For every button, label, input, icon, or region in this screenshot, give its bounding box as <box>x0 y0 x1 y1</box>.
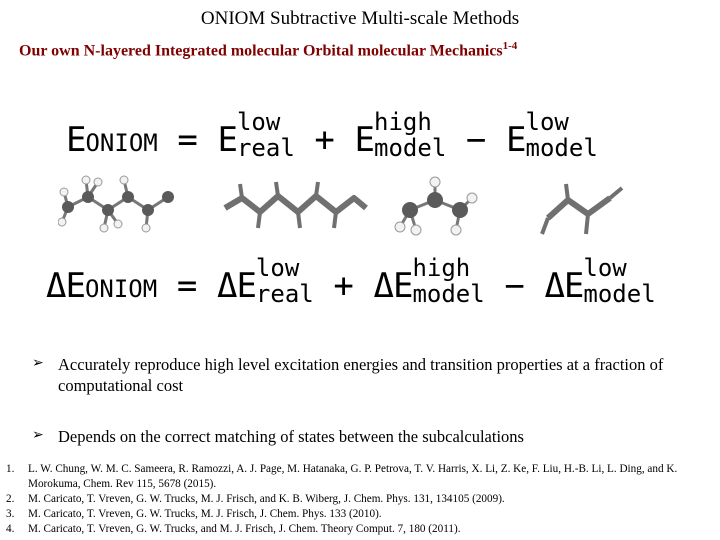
eq2-term3-sub: model <box>583 280 656 308</box>
reference-text: L. W. Chung, W. M. C. Sameera, R. Ramozzi, A. J. Page, M. Hatanaka, G. P. Petrova, T. V. Harris, X. Li, Z. Ke, F. Liu, H.-B. Li, L. Ding, and K. Morokuma, Chem. Rev 115, 5678 (2015). <box>28 463 678 490</box>
model-system-tube-image <box>538 178 628 242</box>
eq1-term2-indices <box>374 110 446 160</box>
model-system-ball-and-stick-image <box>390 172 480 244</box>
eq2-term1-sup: low <box>255 254 300 282</box>
slide-title: ONIOM Subtractive Multi-scale Methods <box>200 8 520 29</box>
bullet-item: Depends on the correct matching of states between the subcalculations <box>58 427 524 446</box>
eq2-term2-sub: model <box>412 280 485 308</box>
references-list <box>6 462 712 537</box>
reference-number: 1. <box>6 463 15 475</box>
oniom-excitation-equation <box>46 256 656 306</box>
subtitle-text: Our own N-layered Integrated molecular Orbital molecular Mechanics <box>19 42 503 60</box>
reference-text: M. Caricato, T. Vreven, G. W. Trucks, and M. J. Frisch, J. Chem. Theory Comput. 7, 180 (2011). <box>28 523 461 535</box>
eq2-term3-sup: low <box>583 254 627 282</box>
eq1-term3-symbol: E <box>506 120 526 160</box>
reference-item <box>6 507 712 522</box>
eq2-term1-symbol: ΔE <box>216 266 256 306</box>
reference-text: M. Caricato, T. Vreven, G. W. Trucks, M. J. Frisch, and K. B. Wiberg, J. Chem. Phys. 131, 134105 (2009). <box>28 493 505 505</box>
eq1-plus: + <box>314 120 335 160</box>
eq2-minus: − <box>504 266 525 306</box>
eq2-term3-indices <box>583 256 655 306</box>
eq1-term1-symbol: E <box>217 120 237 160</box>
eq1-term1-sub: real <box>236 134 295 162</box>
bullet-item: Accurately reproduce high level excitation energies and transition properties at a fraction of computational cost <box>58 355 664 395</box>
eq2-term1-indices <box>256 256 314 306</box>
eq2-term1-sub: real <box>255 280 314 308</box>
real-system-ball-and-stick-image <box>58 172 178 242</box>
eq2-term2-sup: high <box>412 254 471 282</box>
reference-text: M. Caricato, T. Vreven, G. W. Trucks, M. J. Frisch, J. Chem. Phys. 133 (2010). <box>28 508 382 520</box>
eq1-term3-sup: low <box>525 108 569 136</box>
eq1-term3-sub: model <box>525 134 598 162</box>
bullet-arrow-icon: ➢ <box>32 427 44 443</box>
eq1-term1-indices <box>237 110 295 160</box>
eq2-lhs-symbol: ΔE <box>46 266 85 306</box>
eq1-term2-sup: high <box>374 108 432 136</box>
eq1-lhs-symbol: E <box>66 120 86 160</box>
eq1-minus: − <box>465 120 487 160</box>
eq2-term2-indices <box>412 256 484 306</box>
eq1-term2-sub: model <box>374 134 447 162</box>
subtitle-superscript: 1-4 <box>502 40 518 52</box>
eq1-term2-symbol: E <box>354 120 375 160</box>
eq2-equals: = <box>176 266 198 306</box>
eq1-term1-sup: low <box>236 108 281 136</box>
oniom-energy-equation <box>66 110 598 160</box>
eq2-lhs-subscript: ONIOM <box>84 275 158 303</box>
reference-item <box>6 462 712 492</box>
reference-item <box>6 492 712 507</box>
reference-number: 2. <box>6 493 15 505</box>
reference-item <box>6 522 712 537</box>
reference-number: 4. <box>6 523 15 535</box>
reference-number: 3. <box>6 508 15 520</box>
eq1-term3-indices <box>526 110 598 160</box>
eq1-lhs-subscript: ONIOM <box>85 129 158 157</box>
eq2-term2-symbol: ΔE <box>373 266 413 306</box>
slide-subtitle <box>19 40 517 60</box>
eq2-plus: + <box>333 266 354 306</box>
eq1-equals: = <box>177 120 198 160</box>
real-system-tube-image <box>220 178 370 238</box>
bullet-arrow-icon: ➢ <box>32 355 44 371</box>
eq2-term3-symbol: ΔE <box>544 266 584 306</box>
